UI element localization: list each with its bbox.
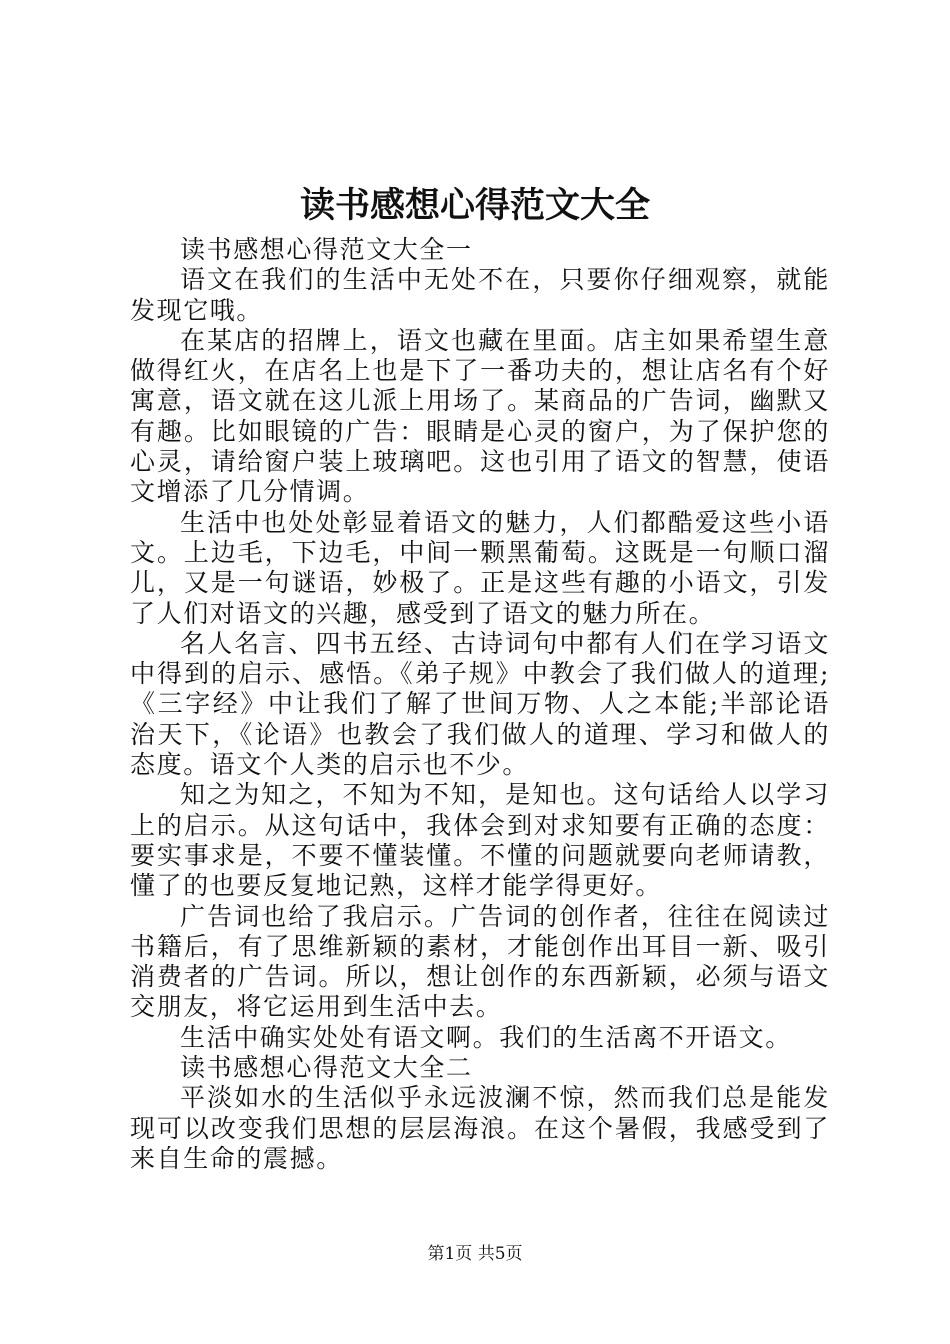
paragraph: 名人名言、四书五经、古诗词句中都有人们在学习语文中得到的启示、感悟。《弟子规》中教会了我们做人的道理;《三字经》中让我们了解了世间万物、人之本能;半部论语治天下，《论语》也教会了我们做人的道理、学习和做人的态度。语文个人类的启示也不少。	[130, 628, 830, 780]
paragraph: 生活中也处处彰显着语文的魅力，人们都酷爱这些小语文。上边毛，下边毛，中间一颗黑葡萄。这既是一句顺口溜儿，又是一句谜语，妙极了。正是这些有趣的小语文，引发了人们对语文的兴趣，感受到了语文的魅力所在。	[130, 507, 830, 628]
section-heading-2: 读书感想心得范文大全二	[180, 1053, 473, 1083]
document-body	[130, 235, 830, 1174]
paragraph: 在某店的招牌上，语文也藏在里面。店主如果希望生意做得红火，在店名上也是下了一番功夫的，想让店名有个好寓意，语文就在这儿派上用场了。某商品的广告词，幽默又有趣。比如眼镜的广告：眼睛是心灵的窗户，为了保护您的心灵，请给窗户装上玻璃吧。这也引用了语文的智慧，使语文增添了几分情调。	[130, 325, 830, 507]
paragraph: 语文在我们的生活中无处不在，只要你仔细观察，就能发现它哦。	[130, 265, 830, 325]
paragraph: 知之为知之，不知为不知，是知也。这句话给人以学习上的启示。从这句话中，我体会到对求知要有正确的态度：要实事求是，不要不懂装懂。不懂的问题就要向老师请教，懂了的也要反复地记熟，这样才能学得更好。	[130, 780, 830, 901]
document-title: 读书感想心得范文大全	[299, 185, 650, 226]
section-heading-1: 读书感想心得范文大全一	[180, 235, 473, 264]
paragraph: 广告词也给了我启示。广告词的创作者，往往在阅读过书籍后，有了思维新颖的素材，才能创作出耳目一新、吸引消费者的广告词。所以，想让创作的东西新颖，必须与语文交朋友，将它运用到生活中去。	[130, 901, 830, 1022]
paragraph: 生活中确实处处有语文啊。我们的生活离不开语文。	[180, 1022, 792, 1052]
paragraph: 平淡如水的生活似乎永远波澜不惊，然而我们总是能发现可以改变我们思想的层层海浪。在这个暑假，我感受到了来自生命的震撼。	[130, 1083, 830, 1173]
page-footer: 第1页 共5页	[427, 1244, 523, 1264]
